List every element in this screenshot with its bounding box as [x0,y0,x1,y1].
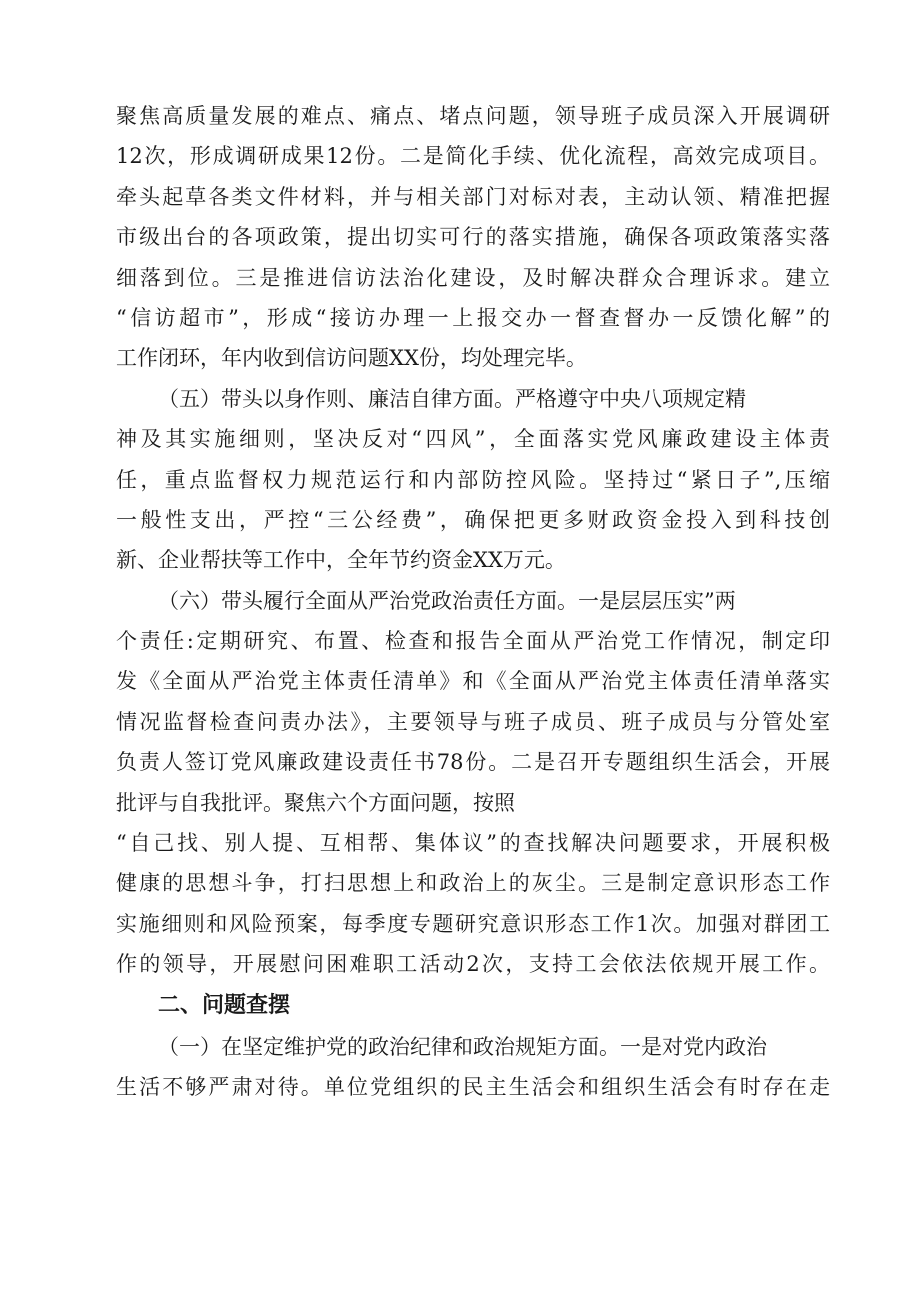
text-line: 12次，形成调研成果12份。二是简化手续、优化流程，高效完成项目。 [116,144,830,169]
text-line: 市级出台的各项政策，提出切实可行的落实措施，确保各项政策落实落 [116,225,830,250]
text-line: 工作闭环，年内收到信访问题XX份，均处理完毕。 [116,346,587,371]
text-line: 负责人签订党风廉政建设责任书78份。二是召开专题组织生活会，开展 [116,750,830,775]
text-line: 新、企业帮扶等工作中，全年节约资金XX万元。 [116,548,566,573]
text-line: （一）在坚定维护党的政治纪律和政治规矩方面。一是对党内政治 [158,1034,767,1059]
text-line: 发《全面从严治党主体责任清单》和《全面从严治党主体责任清单落实 [116,669,830,694]
text-line: （五）带头以身作则、廉洁自律方面。严格遵守中央八项规定精 [158,386,746,411]
text-line: 情况监督检查问责办法》，主要领导与班子成员、班子成员与分管处室 [116,709,830,734]
text-line: 生活不够严肃对待。单位党组织的民主生活会和组织生活会有时存在走 [116,1074,830,1099]
text-line: 任，重点监督权力规范运行和内部防控风险。坚持过“紧日子”,压缩 [116,467,830,492]
text-line: 神及其实施细则，坚决反对“四风”，全面落实党风廉政建设主体责 [116,427,830,452]
text-line: 作的领导，开展慰问困难职工活动2次，支持工会依法依规开展工作。 [116,952,830,977]
text-line: 牵头起草各类文件材料，并与相关部门对标对表，主动认领、精准把握 [116,184,830,209]
text-line: “信访超市”，形成“接访办理一上报交办一督查督办一反馈化解”的 [116,305,830,330]
text-line: （六）带头履行全面从严治党政治责任方面。一是层层压实”两 [158,588,736,613]
document-body [116,96,830,1107]
section-heading: 二、问题查摆 [158,992,291,1018]
text-line: 健康的思想斗争，打扫思想上和政治上的灰尘。三是制定意识形态工作 [116,871,830,896]
text-line: 细落到位。三是推进信访法治化建设，及时解决群众合理诉求。建立 [116,265,830,290]
text-line: “自己找、别人提、互相帮、集体议”的查找解决问题要求，开展积极 [116,831,830,856]
text-line: 批评与自我批评。聚焦六个方面问题，按照 [116,790,515,815]
text-line: 聚焦高质量发展的难点、痛点、堵点问题，领导班子成员深入开展调研 [116,104,830,128]
text-line: 一般性支出，严控“三公经费”，确保把更多财政资金投入到科技创 [116,507,830,532]
text-line: 个责任:定期研究、布置、检查和报告全面从严治党工作情况，制定印 [116,629,830,654]
text-line: 实施细则和风险预案，每季度专题研究意识形态工作1次。加强对群团工 [116,911,830,936]
